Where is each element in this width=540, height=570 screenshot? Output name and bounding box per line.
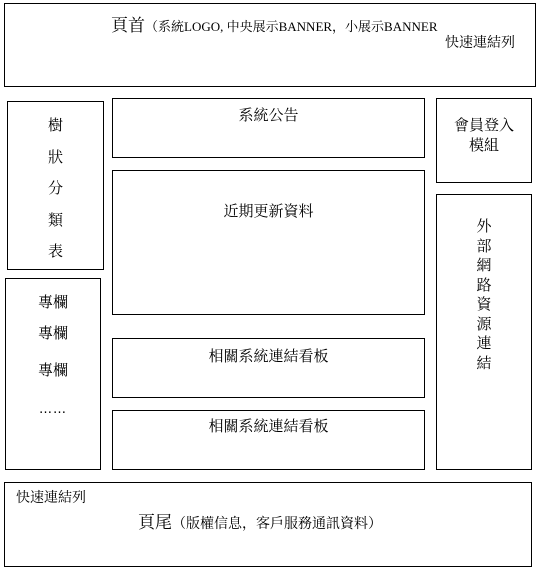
related-links-board xyxy=(112,338,425,398)
related-links-board xyxy=(112,410,425,470)
related-links-label: 相關系統連結看板 xyxy=(208,347,329,365)
member-login-line: 模組 xyxy=(468,136,499,154)
columns-ellipsis: …… xyxy=(39,402,67,417)
tree-menu-region xyxy=(7,101,104,270)
tree-menu-label xyxy=(8,110,103,268)
tree-menu-char: 類 xyxy=(47,210,63,229)
external-resources-char: 資 xyxy=(476,295,492,313)
header-region xyxy=(4,3,536,87)
footer-quick-links[interactable]: 快速連結列 xyxy=(16,490,86,506)
tree-menu-char: 分 xyxy=(47,179,63,197)
columns-region xyxy=(5,278,101,470)
header-quick-links[interactable]: 快速連結列 xyxy=(445,35,515,51)
system-notice-region xyxy=(112,98,425,158)
tree-menu-char: 樹 xyxy=(47,116,63,134)
column-item[interactable]: 專欄 xyxy=(37,324,68,342)
related-links-label: 相關系統連結看板 xyxy=(208,417,329,435)
external-resources-char: 路 xyxy=(476,275,492,294)
system-notice-label: 系統公告 xyxy=(238,106,299,124)
footer-title xyxy=(138,508,382,533)
member-login-module xyxy=(436,98,532,183)
external-resources-label xyxy=(437,217,531,373)
external-resources-char: 部 xyxy=(476,236,492,255)
external-resources-char: 結 xyxy=(476,353,492,372)
column-item[interactable]: 專欄 xyxy=(37,293,68,311)
recent-updates-label: 近期更新資料 xyxy=(223,202,314,220)
footer-region xyxy=(4,482,532,567)
external-resources-region xyxy=(436,194,532,470)
header-title-detail: （系統LOGO, 中央展示BANNER，小展示BANNER xyxy=(145,19,438,34)
external-resources-char: 源 xyxy=(476,314,492,333)
header-title xyxy=(111,11,438,36)
recent-updates-region xyxy=(112,170,425,315)
header-title-main: 頁首 xyxy=(111,16,145,35)
column-item[interactable]: 專欄 xyxy=(37,361,68,379)
tree-menu-char: 狀 xyxy=(47,147,63,166)
external-resources-char: 網 xyxy=(476,256,492,274)
external-resources-char: 外 xyxy=(476,217,492,235)
footer-title-main: 頁尾 xyxy=(138,513,172,532)
external-resources-char: 連 xyxy=(476,334,492,352)
footer-title-detail: （版權信息，客戶服務通訊資料） xyxy=(172,516,382,532)
tree-menu-char: 表 xyxy=(47,242,63,260)
member-login-line: 會員登入 xyxy=(453,116,514,134)
member-login-label xyxy=(437,115,531,155)
